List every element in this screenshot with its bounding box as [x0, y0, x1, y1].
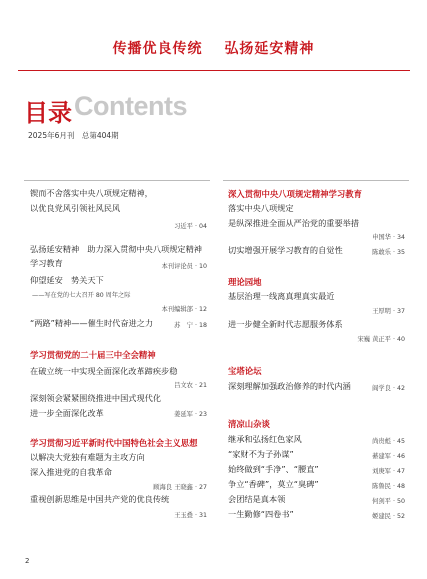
toc-entry-author: 綦建军 · 46: [372, 453, 405, 460]
toc-entry-title[interactable]: “家财不为子孙谋”: [228, 449, 294, 459]
toc-entry-title[interactable]: 切实增强开展学习教育的自觉性: [228, 245, 343, 255]
section-heading: 清凉山杂谈: [228, 419, 270, 429]
toc-entry-author: 苏 宁 · 18: [174, 322, 207, 329]
toc-entry-title[interactable]: 学习教育: [30, 258, 63, 268]
toc-entry-author: 申国华 · 34: [372, 234, 405, 241]
masthead-slogan: [0, 38, 427, 58]
toc-entry-author: 王厚明 · 37: [372, 308, 405, 315]
toc-title-cn: 目录: [24, 99, 72, 127]
toc-entry-title[interactable]: 会团结是真本领: [228, 494, 286, 504]
section-heading: 理论园地: [228, 277, 262, 287]
toc-entry-title[interactable]: 以优良党风引领社风民风: [30, 203, 121, 213]
toc-entry-author: 姜延军 · 23: [174, 411, 207, 418]
toc-entry-subtitle: ——写在党的七大召开 80 周年之际: [32, 292, 131, 299]
toc-entry-author: 尚贵彪 · 45: [372, 438, 405, 445]
left-column-rule: [24, 180, 210, 181]
page-number: 2: [25, 557, 30, 565]
right-column-rule: [223, 180, 409, 181]
toc-entry-author: 陈敢乐 · 35: [372, 249, 405, 256]
toc-entry-title[interactable]: 落实中央八项规定: [228, 203, 294, 213]
toc-entry-title[interactable]: 基层治理一线离真理真实最近: [228, 291, 335, 301]
toc-entry-author: 何剑平 · 50: [372, 498, 405, 505]
toc-entry-title[interactable]: 进一步全面深化改革: [30, 408, 104, 418]
toc-entry-title[interactable]: 在破立统一中实现全面深化改革蹄疾步稳: [30, 366, 178, 376]
toc-entry-title[interactable]: 仰望延安 势关天下: [30, 275, 104, 285]
toc-entry-author: 陈鲁民 · 48: [372, 483, 405, 490]
toc-entry-author: 阎学良 · 42: [372, 385, 405, 392]
slogan-right: 弘扬延安精神: [224, 41, 315, 57]
toc-entry-title[interactable]: 是纵深推进全面从严治党的重要举措: [228, 218, 360, 228]
section-heading: 深入贯彻中央八项规定精神学习教育: [228, 189, 362, 199]
issue-info: 2025年6月刊 总第404期: [28, 131, 119, 140]
toc-entry-title[interactable]: 锲而不舍落实中央八项规定精神，: [30, 188, 153, 198]
toc-entry-title[interactable]: 继承和弘扬红色家风: [228, 434, 302, 444]
toc-entry-author: 姬建民 · 52: [372, 513, 405, 520]
toc-entry-title[interactable]: 深入推进党的自我革命: [30, 467, 112, 477]
toc-entry-author: 刘庚军 · 47: [372, 468, 405, 475]
toc-entry-author: 本刊评论员 · 10: [161, 263, 207, 270]
section-heading: 学习贯彻党的二十届三中全会精神: [30, 350, 156, 360]
toc-entry-title[interactable]: 重视创新思维是中国共产党的优良传统: [30, 494, 170, 504]
toc-entry-author: 本刊编辑部 · 12: [161, 306, 207, 313]
header-divider: [18, 70, 410, 71]
toc-entry-title[interactable]: 深刻领会紧紧围绕推进中国式现代化: [30, 393, 162, 403]
toc-entry-title[interactable]: “两路”精神——催生时代奋进之力: [30, 318, 154, 328]
toc-entry-title[interactable]: 争立“香碑”，莫立“臭碑”: [228, 479, 319, 489]
slogan-left: 传播优良传统: [112, 41, 203, 57]
toc-entry-title[interactable]: 弘扬延安精神 助力深入贯彻中央八项规定精神: [30, 244, 202, 254]
toc-entry-author: 宋巍 黄正平 · 40: [357, 336, 405, 343]
toc-entry-author: 习近平 · 04: [174, 223, 207, 230]
toc-entry-author: 王玉叠 · 31: [174, 512, 207, 519]
toc-entry-title[interactable]: 一生勤修“四卷书”: [228, 509, 294, 519]
toc-entry-title[interactable]: 以解决大党独有难题为主攻方向: [30, 452, 145, 462]
toc-entry-author: 吕文农 · 21: [174, 382, 207, 389]
toc-entry-title[interactable]: 进一步健全新时代志愿服务体系: [228, 319, 343, 329]
section-heading: 宝塔论坛: [228, 366, 262, 376]
toc-entry-title[interactable]: 始终做到“手净”、“腰直”: [228, 464, 319, 474]
toc-title-en: Contents: [74, 91, 187, 121]
section-heading: 学习贯彻习近平新时代中国特色社会主义思想: [30, 438, 198, 448]
toc-entry-title[interactable]: 深刻理解加强政治修养的时代内涵: [228, 381, 351, 391]
toc-entry-author: 顾海良 王晓鑫 · 27: [153, 484, 207, 491]
